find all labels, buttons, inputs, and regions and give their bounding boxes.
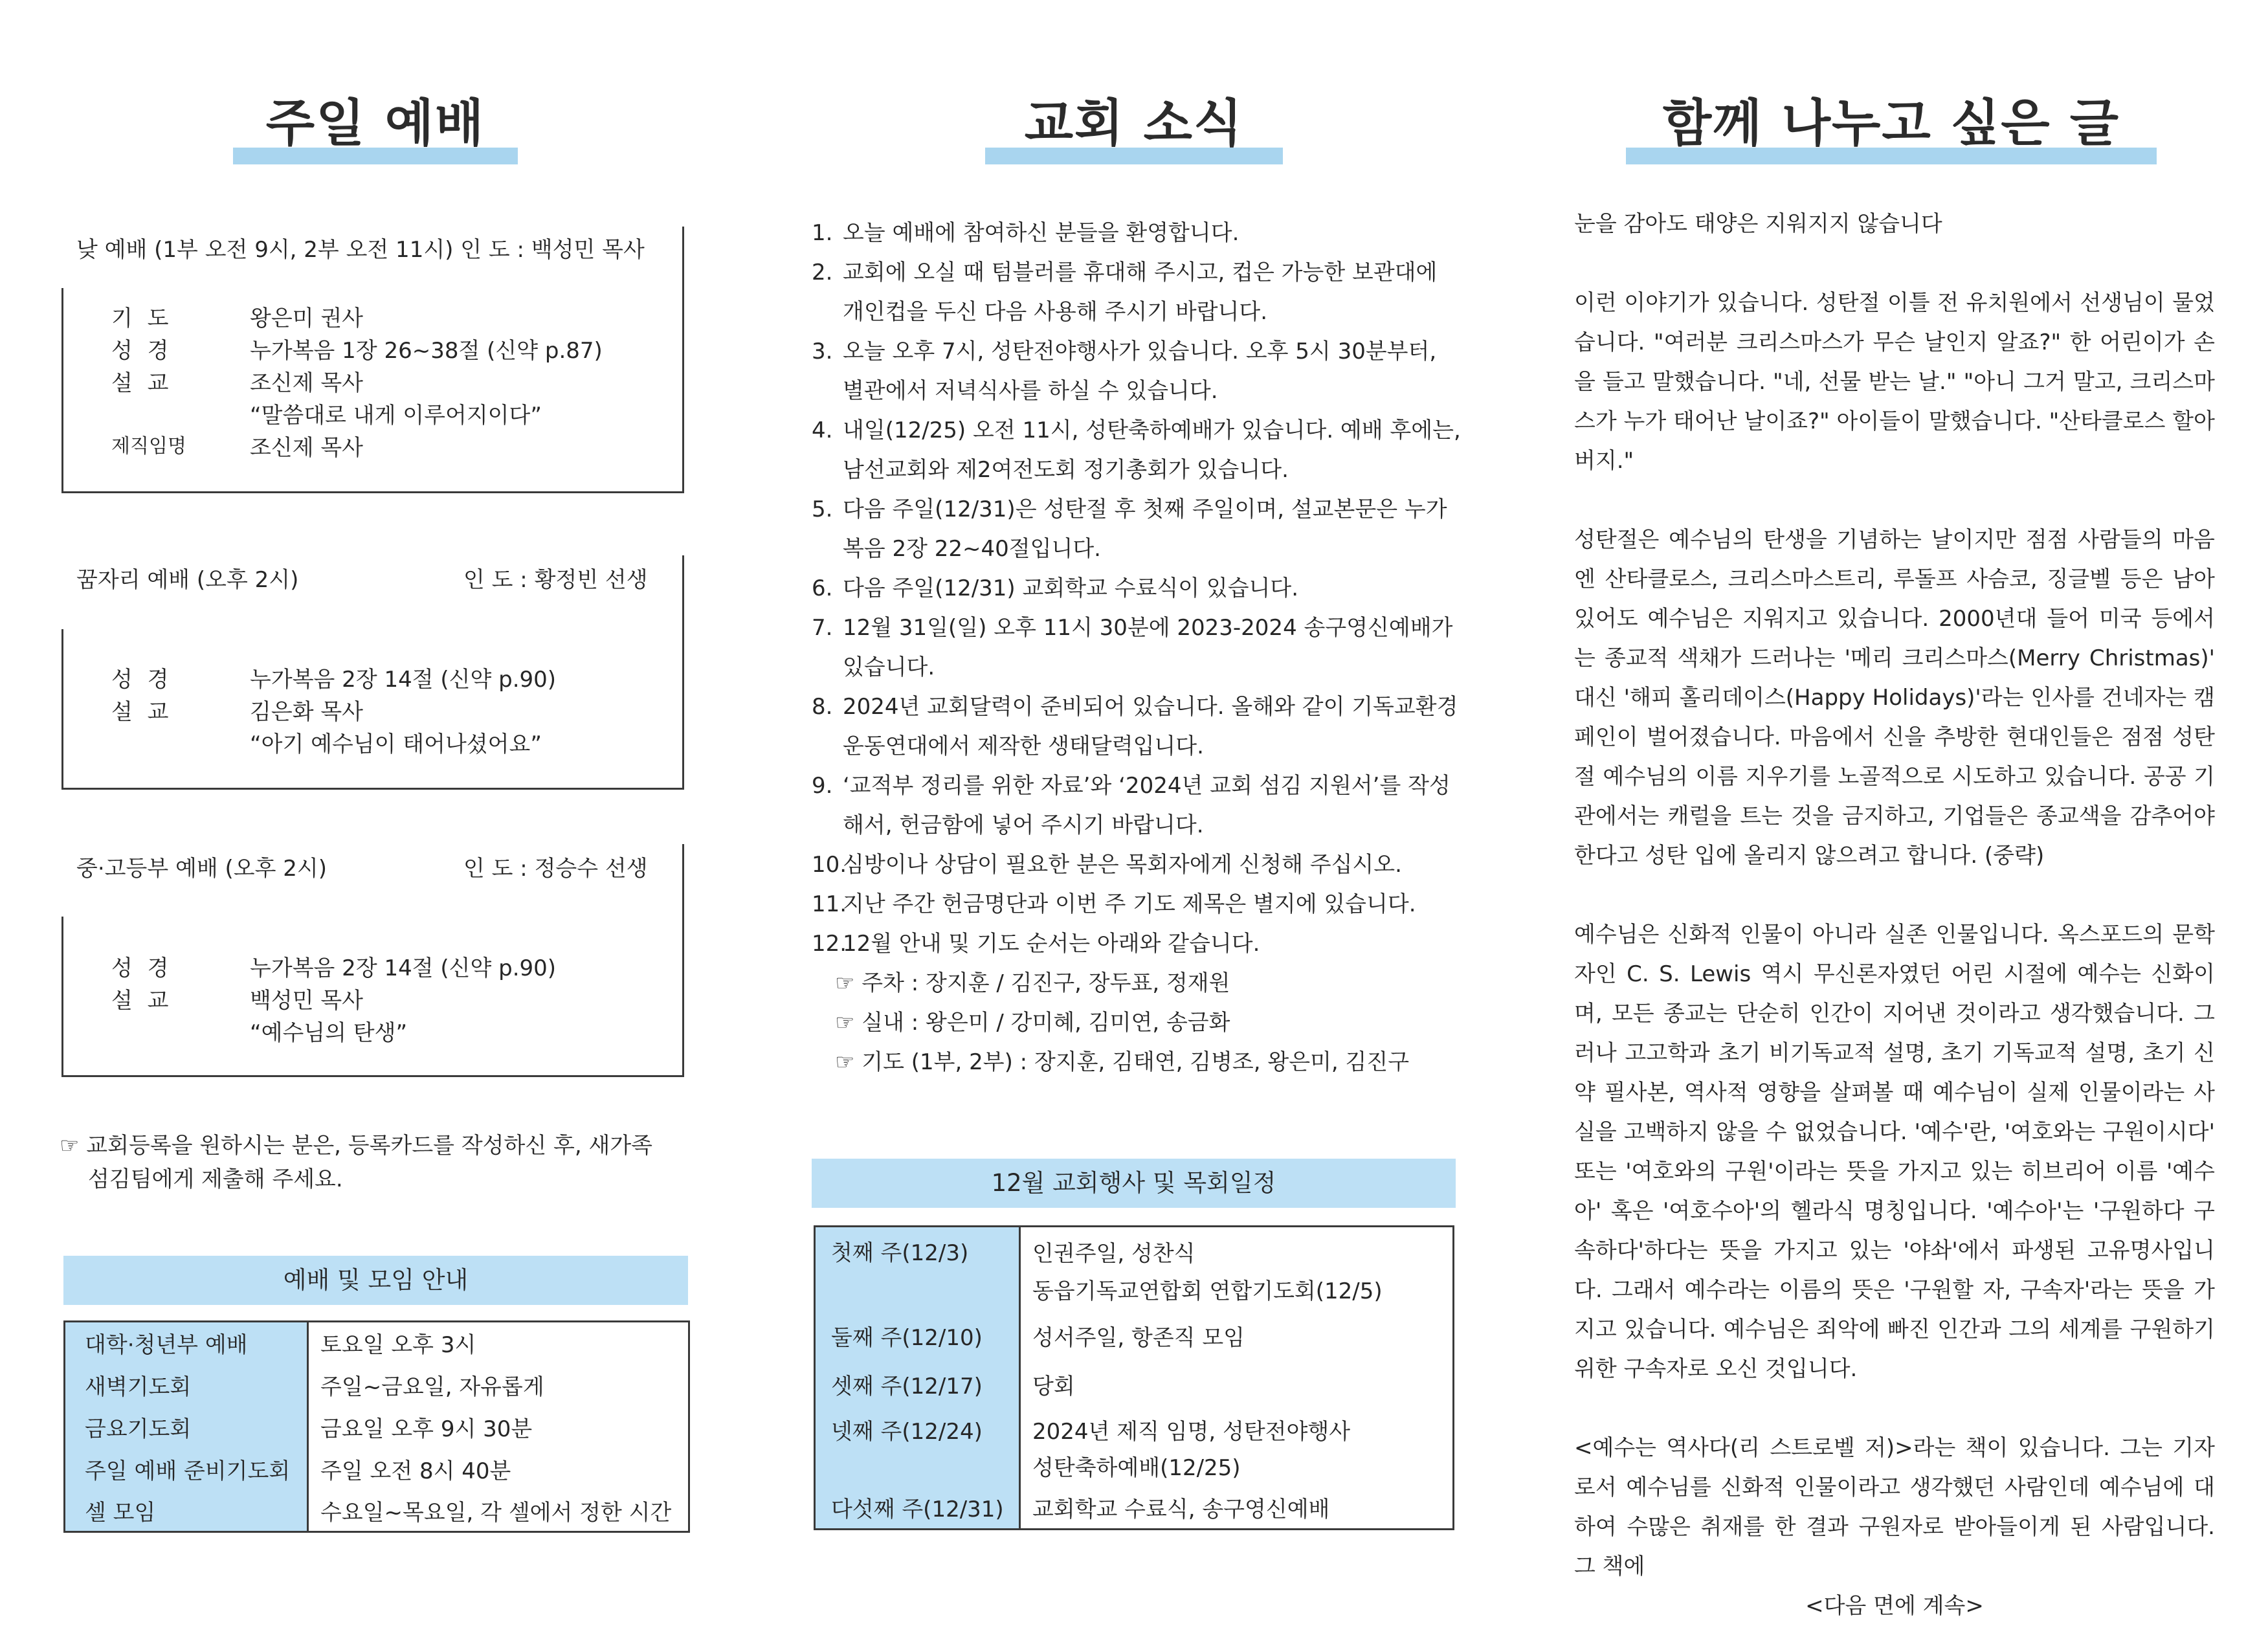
- schedule-event: 2024년 제직 임명, 성탄전야행사: [1032, 1419, 1351, 1445]
- essay-paragraph: 이런 이야기가 있습니다. 성탄절 이틀 전 유치원에서 선생님이 물었습니다. "여러분 크리스마스가 무슨 날인지 알죠?" 한 어린이가 손을 들고 말했습니다. "네, 선물 받는 날." "아니 그거 말고, 크리스마스가 누가 태어난 날이죠?" 아이들이 말했습니다. "산타클로스 할아버지.": [1574, 290, 2215, 474]
- table-row: [815, 1361, 1454, 1407]
- news-text: 다음 주일(12/31) 교회학교 수료식이 있습니다.: [843, 575, 1299, 601]
- essay-paragraph: 예수님은 신화적 인물이 아니라 실존 인물입니다. 옥스포드의 문학자인 C. S. Lewis 역시 무신론자였던 어린 시절에 예수는 신화이며, 모든 종교는 단순히 인간이 지어낸 것이라고 생각했습니다. 그러나 고고학과 초기 비기독교적 설명, 초기 기독교적 설명, 초기 신약 필사본, 역사적 영향을 살펴볼 때 예수님이 실제 인물이라는 사실을 고백하지 않을 수 없었습니다. '예수'란, '여호와는 구원이시다' 또는 '여호와의 구원'이라는 뜻을 가지고 있는 히브리어 이름 '예수아' 혹은 '여호수아'의 헬라식 명칭입니다. '예수아'는 '구원하다 구속하다'하다는 뜻을 가지고 있는 '야솨'에서 파생된 고유명사입니다. 그래서 예수라는 이름의 뜻은 '구원할 자, 구속자'라는 뜻을 가지고 있습니다. 예수님은 죄악에 빠진 인간과 그의 세계를 구원하기 위한 구속자로 오신 것입니다.: [1574, 922, 2215, 1382]
- registration-notice-line1: ☞ 교회등록을 원하시는 분은, 등록카드를 작성하신 후, 새가족: [60, 1133, 653, 1159]
- box-right-rule: [682, 555, 684, 790]
- news-text: 지난 주간 헌금명단과 이번 주 기도 제목은 별지에 있습니다.: [843, 891, 1416, 917]
- sermon-title: “아기 예수님이 태어나셨어요”: [250, 731, 542, 757]
- news-number: 10.: [812, 852, 847, 878]
- row-label: 제직임명: [111, 435, 186, 458]
- news-text: 12월 안내 및 기도 순서는 아래와 같습니다.: [843, 931, 1260, 957]
- row-label: 성 경: [111, 338, 173, 364]
- row-value: 조신제 목사: [250, 435, 364, 461]
- news-text: 있습니다.: [843, 654, 935, 680]
- news-text: 개인컵을 두신 다음 사용해 주시기 바랍니다.: [843, 299, 1268, 325]
- box-left-rule: [61, 917, 63, 1077]
- news-number: 2.: [812, 260, 833, 285]
- news-text: ‘교적부 정리를 위한 자료’와 ‘2024년 교회 섬김 지원서’를 작성: [843, 773, 1451, 799]
- box-bottom-rule: [61, 788, 684, 790]
- news-text: 교회에 오실 때 텀블러를 휴대해 주시고, 컵은 가능한 보관대에: [843, 260, 1438, 285]
- news-number: 11.: [812, 891, 847, 917]
- news-text: 복음 2장 22~40절입니다.: [843, 536, 1101, 562]
- table-row: [815, 1227, 1454, 1311]
- news-text: 오늘 예배에 참여하신 분들을 환영합니다.: [843, 220, 1240, 246]
- kids-worship-title: 꿈자리 예배 (오후 2시): [76, 567, 299, 593]
- news-text: 해서, 헌금함에 넣어 주시기 바랍니다.: [843, 812, 1204, 838]
- box-left-rule: [61, 629, 63, 790]
- news-number: 1.: [812, 220, 833, 246]
- news-number: 6.: [812, 575, 833, 601]
- kids-worship-leader: 인 도 : 황정빈 선생: [463, 567, 648, 593]
- schedule-event: 동읍기독교연합회 연합기도회(12/5): [1032, 1278, 1383, 1304]
- table-row: [65, 1490, 689, 1532]
- essay-continued: <다음 면에 계속>: [1805, 1593, 1984, 1619]
- guide-name: 새벽기도회: [65, 1364, 308, 1406]
- essay-title-line: 눈을 감아도 태양은 지워지지 않습니다: [1574, 211, 1942, 237]
- youth-worship-title: 중·고등부 예배 (오후 2시): [76, 856, 327, 882]
- duty-parking: ☞ 주차 : 장지훈 / 김진구, 장두표, 정재원: [835, 970, 1230, 996]
- box-bottom-rule: [61, 1075, 684, 1077]
- box-left-rule: [61, 288, 63, 493]
- news-text: 12월 31일(일) 오후 11시 30분에 2023-2024 송구영신예배가: [843, 615, 1453, 641]
- guide-time: 금요일 오후 9시 30분: [320, 1416, 533, 1442]
- guide-time: 주일~금요일, 자유롭게: [320, 1374, 544, 1400]
- guide-time: 수요일~목요일, 각 셀에서 정한 시간: [320, 1499, 672, 1526]
- row-label: 설 교: [111, 699, 173, 725]
- row-label: 기 도: [111, 306, 173, 331]
- news-text: 운동연대에서 제작한 생태달력입니다.: [843, 733, 1204, 759]
- table-row: [65, 1364, 689, 1406]
- guide-name: 셀 모임: [65, 1490, 308, 1532]
- news-number: 5.: [812, 496, 833, 522]
- duty-indoor: ☞ 실내 : 왕은미 / 강미혜, 김미연, 송금화: [835, 1010, 1230, 1036]
- guide-name: 주일 예배 준비기도회: [65, 1448, 308, 1490]
- heading-news: 교회 소식: [1024, 95, 1244, 153]
- news-number: 8.: [812, 694, 833, 720]
- schedule-event: 성탄축하예배(12/25): [1032, 1455, 1241, 1481]
- news-number: 12.: [812, 931, 847, 957]
- schedule-week: 둘째 주(12/10): [815, 1310, 1020, 1361]
- guide-time: 토요일 오후 3시: [320, 1332, 476, 1359]
- schedule-week: 셋째 주(12/17): [815, 1361, 1020, 1407]
- news-text: 2024년 교회달력이 준비되어 있습니다. 올해와 같이 기독교환경: [843, 694, 1458, 720]
- row-value: 누가복음 2장 14절 (신약 p.90): [250, 667, 557, 693]
- news-number: 3.: [812, 339, 833, 364]
- table-row: [65, 1448, 689, 1490]
- essay: [1574, 205, 2215, 1626]
- duty-prayer: ☞ 기도 (1부, 2부) : 장지훈, 김태연, 김병조, 왕은미, 김진구: [835, 1049, 1410, 1075]
- schedule-title-bar: 12월 교회행사 및 목회일정: [812, 1159, 1456, 1208]
- schedule-event: 당회: [1032, 1373, 1075, 1399]
- table-row: [815, 1407, 1454, 1486]
- row-value: 누가복음 1장 26~38절 (신약 p.87): [250, 338, 603, 364]
- essay-paragraph: <예수는 역사다(리 스트로벨 저)>라는 책이 있습니다. 그는 기자로서 예수님를 신화적 인물이라고 생각했던 사람인데 예수님에 대하여 수많은 취재를 한 결과 구원자로 받아들이게 된 사람입니다. 그 책에: [1574, 1435, 2215, 1579]
- schedule-events: [1020, 1407, 1454, 1486]
- news-number: 7.: [812, 615, 833, 641]
- news-text: 별관에서 저녁식사를 하실 수 있습니다.: [843, 378, 1218, 404]
- guide-time: 주일 오전 8시 40분: [320, 1458, 511, 1484]
- news-text: 심방이나 상담이 필요한 분은 목회자에게 신청해 주십시오.: [843, 852, 1402, 878]
- registration-notice-line2: 섬김팀에게 제출해 주세요.: [88, 1166, 343, 1192]
- news-text: 내일(12/25) 오전 11시, 성탄축하예배가 있습니다. 예배 후에는,: [843, 418, 1461, 443]
- youth-worship-leader: 인 도 : 정승수 선생: [463, 856, 648, 882]
- sermon-title: “말씀대로 내게 이루어지이다”: [250, 403, 542, 429]
- table-row: [815, 1310, 1454, 1361]
- row-value: 조신제 목사: [250, 370, 364, 396]
- news-list: [812, 214, 1459, 1100]
- guide-title-bar: 예배 및 모임 안내: [63, 1256, 688, 1305]
- schedule-events: [1020, 1227, 1454, 1311]
- schedule-week: 다섯째 주(12/31): [815, 1486, 1020, 1529]
- guide-name: 금요기도회: [65, 1406, 308, 1448]
- schedule-week: 첫째 주(12/3): [815, 1227, 1020, 1311]
- row-label: 성 경: [111, 667, 173, 693]
- schedule-event: 인권주일, 성찬식: [1032, 1241, 1195, 1267]
- row-value: 백성민 목사: [250, 988, 364, 1014]
- news-text: 오늘 오후 7시, 성탄전야행사가 있습니다. 오후 5시 30분부터,: [843, 339, 1437, 364]
- schedule-week: 넷째 주(12/24): [815, 1407, 1020, 1486]
- table-row: [815, 1486, 1454, 1529]
- news-number: 4.: [812, 418, 833, 443]
- row-label: 성 경: [111, 955, 173, 981]
- table-row: [65, 1322, 689, 1364]
- essay-paragraph: 성탄절은 예수님의 탄생을 기념하는 날이지만 점점 사람들의 마음엔 산타클로스, 크리스마스트리, 루돌프 사슴코, 징글벨 등은 남아 있어도 예수님은 지워지고 있습니다. 2000년대 들어 미국 등에서는 종교적 색채가 드러나는 '메리 크리스마스(Merry Christmas)' 대신 '해피 홀리데이스(Happy Holidays)'라는 인사를 건네자는 캠페인이 벌어졌습니다. 마음에서 신을 추방한 현대인들은 점점 성탄절 예수님의 이름 지우기를 노골적으로 시도하고 있습니다. 공공 기관에서는 캐럴을 트는 것을 금지하고, 기업들은 종교색을 감추어야 한다고 성탄 입에 올리지 않으려고 합니다. (중략): [1574, 527, 2215, 869]
- row-value: 누가복음 2장 14절 (신약 p.90): [250, 955, 557, 981]
- row-label: 설 교: [111, 370, 173, 396]
- guide-name: 대학·청년부 예배: [65, 1322, 308, 1364]
- heading-share: 함께 나누고 싶은 글: [1662, 95, 2120, 153]
- guide-table: [63, 1320, 690, 1533]
- schedule-event: 성서주일, 항존직 모임: [1032, 1324, 1245, 1351]
- table-row: [65, 1406, 689, 1448]
- row-label: 설 교: [111, 988, 173, 1014]
- news-number: 9.: [812, 773, 833, 799]
- row-value: 왕은미 권사: [250, 306, 364, 331]
- sermon-title: “예수님의 탄생”: [250, 1020, 408, 1046]
- news-text: 남선교회와 제2여전도회 정기총회가 있습니다.: [843, 457, 1289, 483]
- day-worship-title: 낮 예배 (1부 오전 9시, 2부 오전 11시) 인 도 : 백성민 목사: [76, 237, 645, 263]
- schedule-table: [814, 1225, 1454, 1530]
- news-text: 다음 주일(12/31)은 성탄절 후 첫째 주일이며, 설교본문은 누가: [843, 496, 1447, 522]
- box-right-rule: [682, 844, 684, 1077]
- row-value: 김은화 목사: [250, 699, 364, 725]
- schedule-event: 교회학교 수료식, 송구영신예배: [1032, 1496, 1330, 1522]
- box-bottom-rule: [61, 491, 684, 493]
- heading-worship: 주일 예배: [265, 95, 485, 153]
